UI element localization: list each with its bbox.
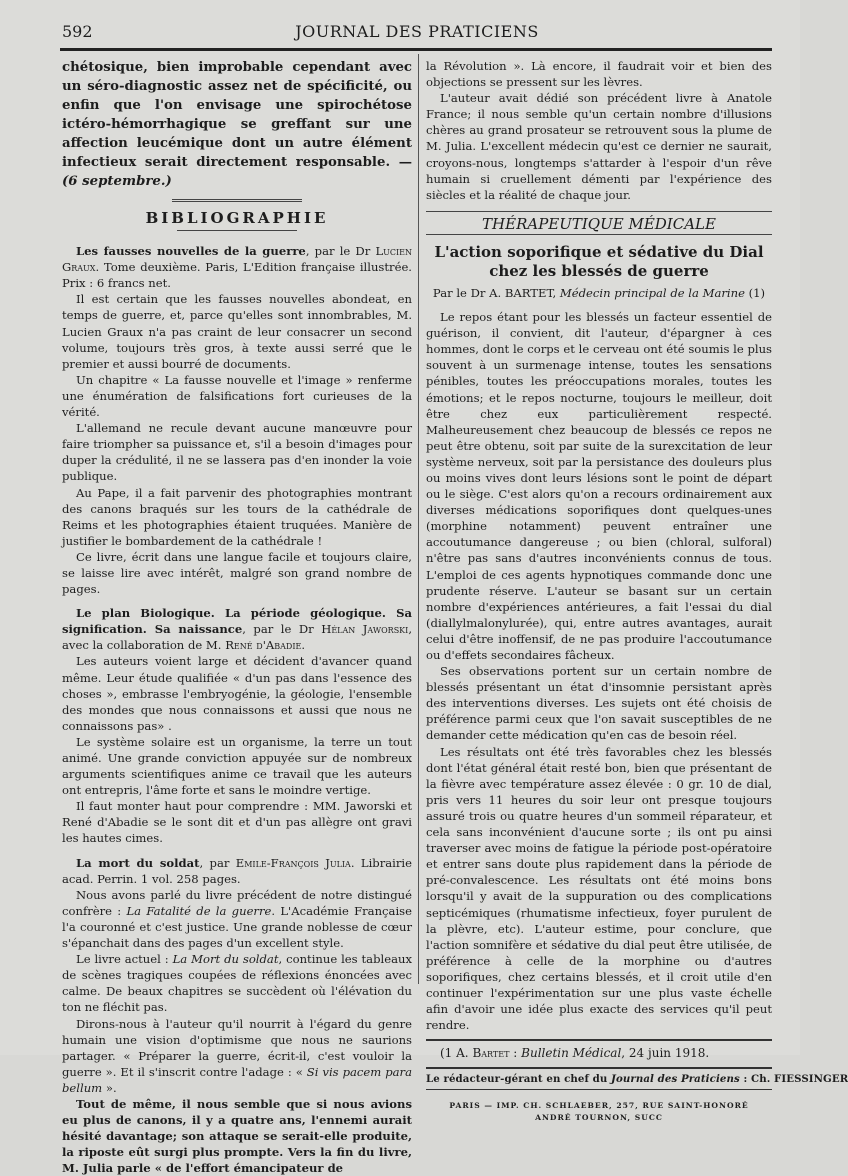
section-underline <box>177 230 297 231</box>
cited-title: La Mort du soldat <box>172 952 279 967</box>
article-paragraph: Le repos étant pour les blessés un facteur essentiel de guérison, il convient, dit l'auteur, d'épargner à ces hommes, dont le corps et le cerveau ont été soumis le plus souvent à un surmenage intense, toutes les sensations pénibles, toutes les préoccupations morales, toutes les émotions; et le repos nocturne, toujours le meilleur, doit être chez eux particulièrement respecté. Malheureusement chez beaucoup de blessés ce repos ne peut être obtenu, soit par suite de la surexcitation de leur système nerveux, soit par la persistance des douleurs plus ou moins vives dont leurs lésions sont le point de départ ou le siège. C'est alors qu'on a recours ordinairement aux diverses médications soporifiques dont quelques-unes (morphine notamment) peuvent entraîner une accoutumance dangereuse ; ou bien (chloral, sulforal) n'être pas sans d'autres inconvénients connus de tous. L'emploi de ces agents hypnotiques commande donc une prudente réserve. L'auteur se basant sur un certain nombre d'expériences antérieures, a fait l'essai du dial (diallylmalonylurée), qui, entre autres avantages, aurait celui d'être inoffensif, de ne pas produire l'accoutumance ou d'effets secondaires fâcheux. <box>426 310 772 662</box>
journal-title: JOURNAL DES PRATICIENS <box>295 22 539 41</box>
printer-line: ANDRÉ TOURNON, SUCC <box>535 1113 663 1123</box>
book-coauthor: René d'Abadie <box>225 638 302 653</box>
book-end: . <box>301 638 306 653</box>
article-end <box>62 58 412 191</box>
section-separator <box>172 199 302 204</box>
cited-title: La Fatalité de la guerre <box>126 903 272 918</box>
review-plan-biologique <box>62 605 412 846</box>
header-rule <box>60 48 772 51</box>
book-details: . Tome deuxième. Paris, L'Edition française illustrée. Prix : 6 francs net. <box>62 260 412 291</box>
footnote <box>426 1045 772 1061</box>
review-paragraph: Il est certain que les fausses nouvelles abondeat, en temps de guerre, et, parce qu'elles sont innombrables, M. Lucien Graux n'a pas craint de leur consacrer un second volume, toujours très gros, à texte aussi serré que le premier et aussi bourré de documents. <box>62 292 412 371</box>
review-text: Le livre actuel : <box>76 952 169 967</box>
book-title: Le plan Biologique. La période géologique. Sa signification. Sa naissance <box>62 606 412 637</box>
review-text: Dirons-nous à l'auteur qu'il nourrit à l'égard du genre humain une vision d'optimisme que nous ne saurions partager. « Préparer la guerre, écrit-il, c'est vouloir la guerre ». Et il s'inscrit contre l'adage : « <box>62 1016 412 1079</box>
latin-quote: Si vis pacem para bellum <box>62 1064 412 1095</box>
column-separator <box>418 54 419 984</box>
review-text: . L'Académie Française l'a couronné et c'est justice. Une grande noblesse de cœur s'épanchait dans des pages d'un excellent style. <box>62 903 412 951</box>
review-paragraph: Le système solaire est un organisme, la terre un tout animé. Une grande conviction appuyée sur de nombreux arguments scientifiques anime ce travail que les auteurs ont entrepris, l'âme forte et sans le moindre vertige. <box>62 734 412 798</box>
footnote-journal: Bulletin Médical <box>521 1046 622 1061</box>
book-title: Les fausses nouvelles de la guerre <box>76 244 306 259</box>
book-author: Emile-François Julia <box>235 855 351 870</box>
review-paragraph: Tout de même, il nous semble que si nous avions eu plus de canons, il y a quatre ans, l'ennemi aurait hésité davantage; son attaque se serait-elle produite, la riposte eût surgi plus prompte. Vers la fin du livre, M. Julia parle « de l'effort émancipateur de <box>62 1096 412 1176</box>
footnote-text: : <box>509 1046 518 1061</box>
section-title-bibliographie: BIBLIOGRAPHIE <box>145 209 329 227</box>
footnote-text: , 24 juin 1918. <box>621 1046 710 1061</box>
book-details: . Librairie acad. Perrin. 1 vol. 258 pages. <box>62 855 412 886</box>
review-paragraph: Ce livre, écrit dans une langue facile et toujours claire, se laisse lire avec intérêt, malgré son grand nombre de pages. <box>62 549 412 597</box>
book-by: , par le Dr <box>305 244 371 259</box>
byline-role: Médecin principal de la Marine <box>559 285 745 300</box>
editor-text: Le rédacteur-gérant en chef du <box>426 1073 608 1086</box>
book-collab: , avec la collaboration de M. <box>62 622 412 653</box>
article-paragraph: Ses observations portent sur un certain nombre de blessés présentant un état d'insomnie persistant après des interventions diverses. Les sujets ont été choisis de préférence parmi ceux que l'on savait susceptibles de ne demander cette médication qu'en cas de besoin réel. <box>426 664 772 743</box>
left-column <box>62 58 412 1176</box>
section-title-therapeutique: THÉRAPEUTIQUE MÉDICALE <box>482 214 716 233</box>
book-by: , par le Dr <box>242 622 314 637</box>
review-continuation: la Révolution ». Là encore, il faudrait voir et bien des objections se pressent sur les lèvres. <box>426 59 772 90</box>
right-column <box>426 58 848 1124</box>
article-title: L'action soporifique et sédative du Dial chez les blessés de guerre <box>434 242 764 280</box>
byline-author: Par le Dr A. BARTET, <box>432 285 557 300</box>
printer-imprint <box>426 1100 772 1124</box>
article-end-text: chétosique, bien improbable cependant avec un séro-diagnostic assez net de spécificité, ou enfin que l'on envisage une spirochétose ictéro-hémorrhagique se greffant sur une affection leucémique dont un autre élément infectieux serait directement responsable. — <box>62 60 412 170</box>
section-rule <box>426 234 772 235</box>
footnote-text: (1 A. <box>440 1046 469 1061</box>
review-text: , continue les tableaux de scènes tragiques coupées de réflexions énoncées avec calme. De beaux chapitres se succèdent où l'élévation du ton ne fléchit pas. <box>62 952 413 1015</box>
page-number: 592 <box>62 22 93 41</box>
footnote-rule <box>426 1039 772 1041</box>
editor-rule <box>426 1089 772 1090</box>
review-paragraph: Au Pape, il a fait parvenir des photographies montrant des canons braqués sur les tours de la cathédrale de Reims et les photographies étaient truquées. Manière de justifier le bombardement de la cathédrale ! <box>62 485 412 548</box>
book-author: Hélan Jaworski <box>321 622 409 637</box>
review-text: Nous avons parlé du livre précédent de notre distingué confrère : <box>62 887 412 918</box>
review-fausses-nouvelles <box>62 243 412 597</box>
footnote-author: Bartet <box>472 1046 510 1061</box>
article-byline <box>426 285 772 301</box>
article-paragraph: Les résultats ont été très favorables chez les blessés dont l'état général était resté bon, bien que présentant de la fièvre avec température assez élevée : 0 gr. 10 de dial, pris vers 11 heures du soir leur ont presque toujours assuré trois ou quatre heures d'un sommeil réparateur, et cela sans inconvénient d'aucune sorte ; ils ont pu ainsi traverser avec moins de fatigue la période post-opératoire et entrer sans doute plus rapidement dans la période de pré-convalescence. Les résultats ont été moins bons lorsqu'il y avait de la suppuration ou des complications septicémiques (rhumatisme infectieux, foyer purulent de la plèvre, etc). L'auteur estime, pour conclure, que l'action somnifère et sédative du dial peut être utilisée, de préférence à celle de la morphine ou d'autres soporifiques, chez certains blessés, et il croit utile d'en continuer l'expérimentation sur une plus vaste échelle afin d'avoir une idée plus exacte des services qu'il peut rendre. <box>426 744 772 1033</box>
review-mort-du-soldat <box>62 855 412 1176</box>
section-rule <box>426 211 772 212</box>
byline-note: (1) <box>744 285 766 300</box>
page-header <box>62 22 772 44</box>
review-paragraph: L'auteur avait dédié son précédent livre à Anatole France; il nous semble qu'un certain nombre d'illusions chères au grand prosateur se retrouvent sous la plume de M. Julia. L'excellent médecin qu'est ce dernier ne saurait, croyons-nous, longtemps s'attarder à l'espoir d'un rêve humain si cruellement démenti par l'expérience des siècles et la réalité de chaque jour. <box>426 91 772 202</box>
editor-journal: Journal des Praticiens <box>611 1073 740 1086</box>
review-paragraph: Les auteurs voient large et décident d'avancer quand même. Leur étude qualifiée « d'un pas dans l'essence des choses », embrasse l'embryogénie, la géologie, l'ensemble des mondes que nous connaissons et aussi que nous ne connaissons pas» . <box>62 654 412 733</box>
editor-rule <box>426 1067 772 1069</box>
printer-line: PARIS — IMP. CH. SCHLAEBER, 257, RUE SAINT-HONORÉ <box>449 1101 749 1111</box>
book-author: Lucien Graux <box>62 244 413 275</box>
book-by: , par <box>199 855 230 870</box>
review-paragraph: Un chapitre « La fausse nouvelle et l'image » renferme une énumération de falsifications fort curieuses de la vérité. <box>62 372 412 420</box>
editor-name: : Ch. FIESSINGER <box>739 1073 848 1086</box>
book-title: La mort du soldat <box>76 855 200 870</box>
editor-line <box>426 1071 848 1087</box>
article-end-date: (6 septembre.) <box>62 174 172 189</box>
review-text: ». <box>102 1080 117 1095</box>
review-paragraph: L'allemand ne recule devant aucune manœuvre pour faire triompher sa puissance et, s'il a besoin d'images pour duper la crédulité, il ne se lassera pas d'en inonder la voie publique. <box>62 421 412 484</box>
review-paragraph: Il faut monter haut pour comprendre : MM. Jaworski et René d'Abadie se le sont dit et d'un pas allègre ont gravi les hautes cimes. <box>62 799 412 846</box>
